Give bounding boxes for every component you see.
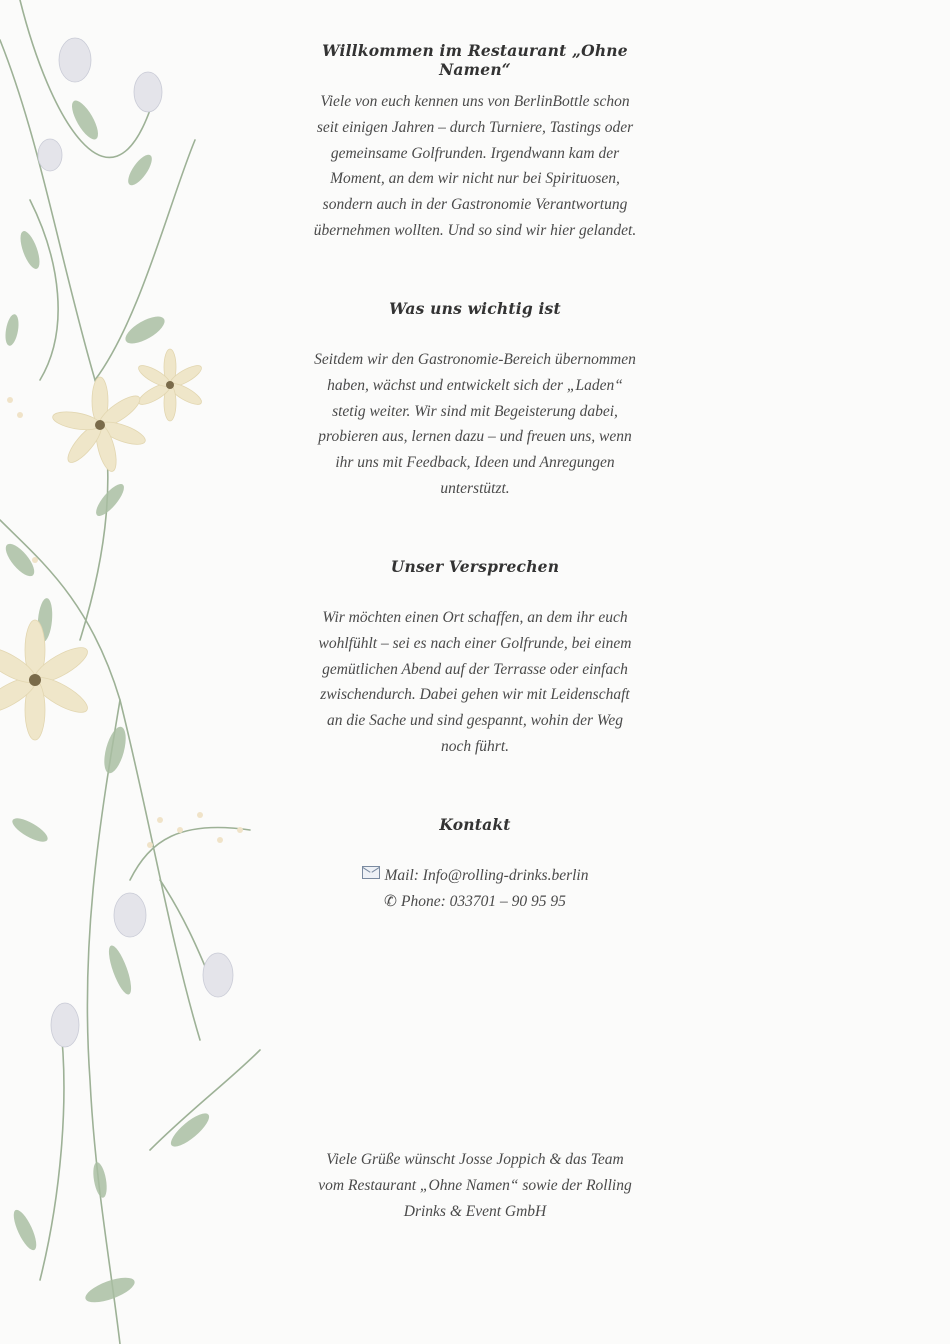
closing-line: Drinks & Event GmbH [403,1202,547,1220]
important-line: haben, wächst und entwickelt sich der „Laden“ [327,376,623,394]
promise-line: Wir möchten einen Ort schaffen, an dem ihr euch [322,609,628,626]
contact-heading: Kontakt [439,815,511,834]
contact-phone [285,889,665,915]
promise-line: gemütlichen Abend auf der Terrasse oder einfach [322,660,628,678]
welcome-line: gemeinsame Golfrunden. Irgendwann kam der [330,144,620,162]
important-line: Seitdem wir den Gastronomie-Bereich übernommen [314,351,636,368]
important-heading: Was uns wichtig ist [389,299,561,318]
contact-mail-text[interactable]: Mail: Info@rolling-drinks.berlin [384,867,589,884]
contact-mail [285,863,665,889]
important-line: unterstützt. [440,479,510,497]
promise-line: noch führt. [440,737,510,755]
telephone-icon: ✆ [384,892,398,910]
promise-heading: Unser Versprechen [390,557,560,576]
promise-paragraph [285,605,665,760]
important-line: probieren aus, lernen dazu – und freuen uns, wenn [318,428,632,446]
promise-line: zwischendurch. Dabei gehen wir mit Leidenschaft [320,686,630,704]
promise-line: wohlfühlt – sei es nach einer Golfrunde, bei einem [318,634,632,652]
floral-border-illustration [0,0,280,1344]
envelope-icon [362,866,380,879]
welcome-line: übernehmen wollten. Und so sind wir hier gelandet. [313,221,637,239]
closing-line: Viele Grüße wünscht Josse Joppich & das Team [326,1151,624,1168]
welcome-paragraph [285,89,665,244]
promise-line: an die Sache und sind gespannt, wohin der Weg [326,712,624,730]
closing-paragraph [285,1147,665,1224]
contact-block [285,863,665,915]
welcome-line: seit einigen Jahren – durch Turniere, Tastings oder [316,118,634,136]
important-line: stetig weiter. Wir sind mit Begeisterung dabei, [332,402,618,420]
welcome-line: sondern auch in der Gastronomie Verantwortung [322,196,628,214]
important-paragraph [285,347,665,502]
welcome-line: Moment, an dem wir nicht nur bei Spirituosen, [330,170,620,188]
welcome-line: Viele von euch kennen uns von BerlinBottle schon [320,93,630,110]
closing-line: vom Restaurant „Ohne Namen“ sowie der Rolling [318,1176,632,1194]
contact-phone-text[interactable]: Phone: 033701 – 90 95 95 [401,892,566,910]
important-line: ihr uns mit Feedback, Ideen und Anregungen [335,454,615,472]
welcome-heading: Willkommen im Restaurant „Ohne Namen“ [322,41,628,79]
